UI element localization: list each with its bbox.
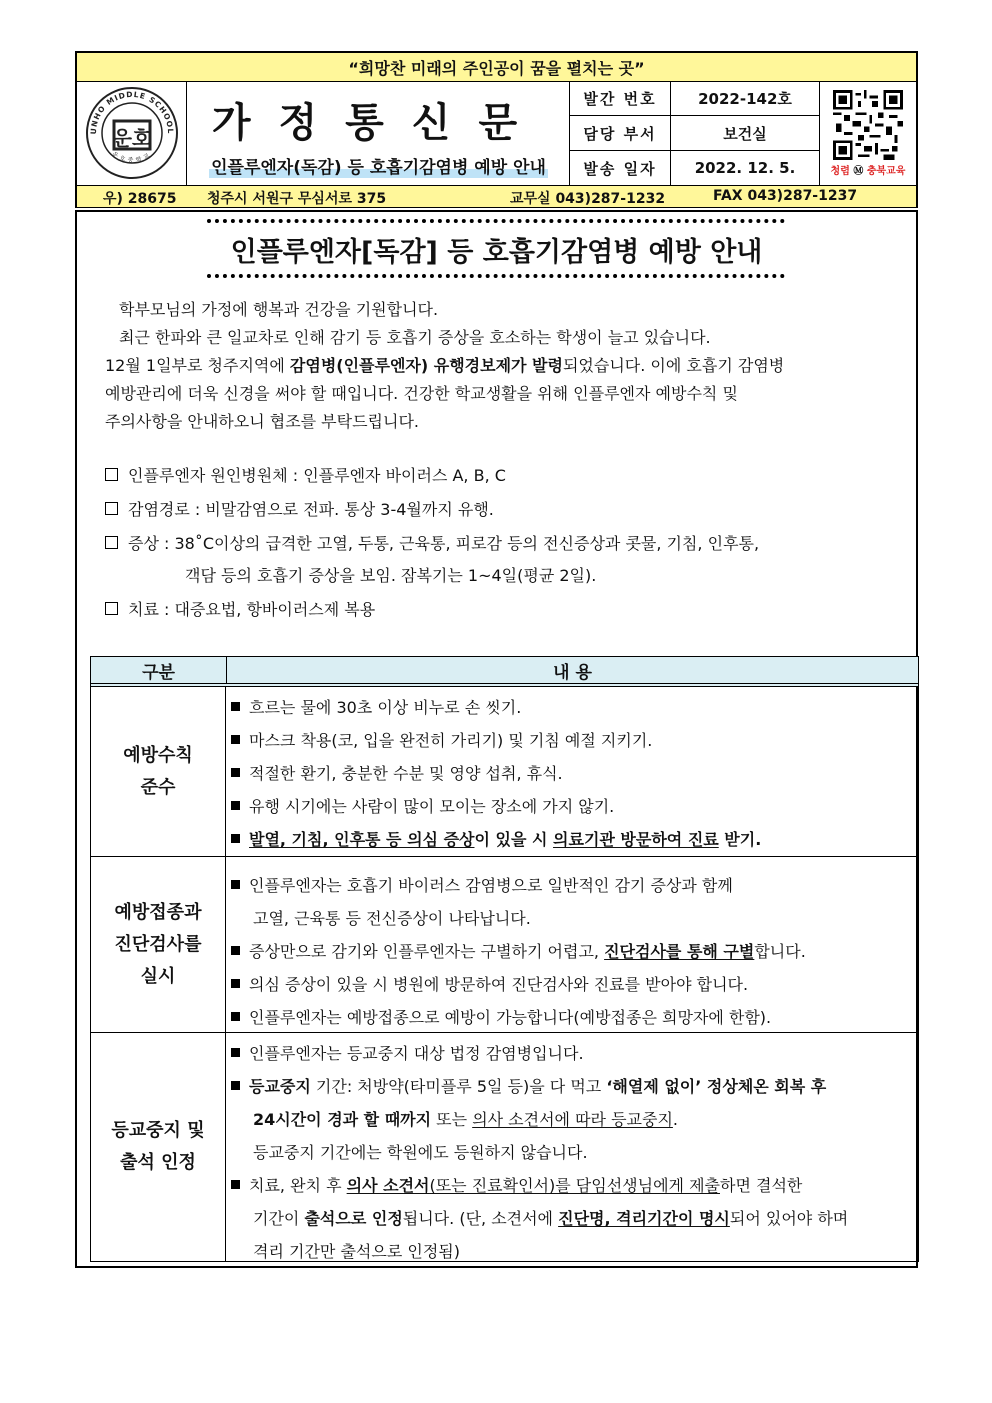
logo-text-top: UNHO MIDDLE SCHOOL <box>88 89 175 135</box>
list-item <box>231 935 916 968</box>
list-item-text: 합니다. <box>754 942 806 961</box>
info-key: 발송 일자 <box>570 151 671 185</box>
bullet-icon <box>231 768 240 777</box>
department-row <box>570 115 819 150</box>
intro-line: 주의사항을 안내하오니 협조를 부탁드립니다. <box>105 412 420 431</box>
checkbox-square-icon <box>105 502 118 515</box>
list-item-text: 의심 증상이 있을 시 병원에 방문하여 진단검사와 진료를 받아야 합니다. <box>249 975 749 994</box>
column-header-content: 내 용 <box>553 662 592 683</box>
list-item-cont: 등교중지 기간에는 학원에도 등원하지 않습니다. <box>253 1143 588 1162</box>
fact-text: 감염경로 : 비말감염으로 전파. 통상 3-4월까지 유행. <box>128 500 494 519</box>
bullet-icon <box>231 834 240 843</box>
guidance-table <box>90 656 919 1262</box>
list-item <box>231 1169 916 1202</box>
list-item-text: 받기. <box>718 830 762 849</box>
document-title: 인플루엔자[독감] 등 호흡기감염병 예방 안내 <box>230 237 763 268</box>
bullet-icon <box>231 1012 240 1021</box>
fact-symptoms <box>105 530 759 557</box>
table-row-attendance <box>91 1033 918 1261</box>
info-key: 발간 번호 <box>570 81 671 115</box>
row-content <box>231 691 916 856</box>
emphasis-text: 진단검사를 통해 구별 <box>604 942 755 961</box>
list-item-text: 인플루엔자는 예방접종으로 예방이 가능합니다(예방접종은 희망자에 한함). <box>249 1008 772 1027</box>
emphasis-text: 등교중지 <box>249 1077 311 1096</box>
list-item-text: . <box>672 1110 679 1129</box>
bullet-icon <box>231 735 240 744</box>
qr-caption <box>831 162 906 177</box>
qr-code-cell[interactable] <box>820 81 916 185</box>
info-value: 2022. 12. 5. <box>694 159 796 177</box>
info-key: 담당 부서 <box>570 116 671 150</box>
intro-line <box>105 352 895 379</box>
title-cell <box>187 81 570 185</box>
fact-text: 증상 : 38˚C이상의 급격한 고열, 두통, 근육통, 피로감 등의 전신증상과 콧물, 기침, 인후통, <box>128 534 760 553</box>
slogan-bar <box>77 53 916 82</box>
list-item-text: 증상만으로 감기와 인플루엔자는 구별하기 어렵고, <box>249 942 605 961</box>
table-row-prevention <box>91 687 918 857</box>
header-main-row <box>77 81 916 185</box>
qr-caption-right: 충북교육 <box>866 165 906 177</box>
list-item <box>231 968 916 1001</box>
fact-text: 치료 : 대증요법, 항바이러스제 복용 <box>128 600 376 619</box>
list-item-text: 마스크 착용(코, 입을 완전히 가리기) 및 기침 예절 지키기. <box>249 731 653 750</box>
list-item-text: 인플루엔자는 등교중지 대상 법정 감염병입니다. <box>249 1044 584 1063</box>
checkbox-square-icon <box>105 468 118 481</box>
newsletter-title: 가정통신문 <box>211 99 546 146</box>
column-header-category: 구분 <box>91 657 227 683</box>
list-item-text: 됩니다. (단, 소견서에 <box>402 1209 559 1228</box>
info-value: 보건실 <box>723 124 767 143</box>
list-item-text: 또는 <box>431 1110 473 1129</box>
intro-line: 학부모님의 가정에 행복과 건강을 기원합니다. <box>119 300 439 319</box>
subtitle-text: 인플루엔자(독감) 등 호흡기감염병 예방 안내 <box>211 158 546 178</box>
emphasis-text: 출석으로 인정 <box>304 1209 403 1228</box>
bullet-icon <box>231 1081 240 1090</box>
intro-line: 최근 한파와 큰 일교차로 인해 감기 등 호흡기 증상을 호소하는 학생이 늘고 있습니다. <box>119 328 711 347</box>
list-item-cont <box>231 1202 916 1235</box>
address-bar <box>77 185 916 207</box>
list-item-text: 유행 시기에는 사람이 많이 모이는 장소에 가지 않기. <box>249 797 615 816</box>
list-item <box>231 1070 916 1103</box>
logo-text-center: 운호 <box>112 126 151 150</box>
fact-treatment <box>105 596 375 623</box>
list-item-text: 기간이 <box>253 1209 305 1228</box>
list-item <box>231 1001 916 1034</box>
intro-text: 되었습니다. 이에 호흡기 감염병 <box>562 356 785 375</box>
emphasis-text: 진단명, 격리기간이 명시 <box>558 1209 730 1228</box>
list-item <box>231 757 916 790</box>
title-divider-bottom <box>207 274 785 278</box>
bullet-icon <box>231 979 240 988</box>
emphasis-text: 의사 소견서 <box>346 1176 430 1195</box>
fact-transmission <box>105 496 494 523</box>
list-item <box>231 869 916 902</box>
send-date-row <box>570 150 819 185</box>
fact-text: 인플루엔자 원인병원체 : 인플루엔자 바이러스 A, B, C <box>128 466 506 485</box>
list-item-text: 하면 결석한 <box>719 1176 803 1195</box>
fact-pathogen <box>105 462 506 489</box>
fax-number: FAX 043)287-1237 <box>713 188 858 204</box>
list-item <box>231 823 916 856</box>
checkbox-square-icon <box>105 536 118 549</box>
svg-text:운호중학교 <box>110 151 153 165</box>
info-value: 2022-142호 <box>698 89 792 108</box>
list-item-text: 인플루엔자는 호흡기 바이러스 감염병으로 일반적인 감기 증상과 함께 <box>249 876 733 895</box>
list-item <box>231 724 916 757</box>
bullet-icon <box>231 880 240 889</box>
list-item-cont <box>231 1103 916 1136</box>
bullet-icon <box>231 1048 240 1057</box>
list-item-text: 이 있을 시 <box>474 830 554 849</box>
issue-number-row <box>570 81 819 115</box>
list-item-text: 적절한 환기, 충분한 수분 및 영양 섭취, 휴식. <box>249 764 563 783</box>
list-item-cont: 고열, 근육통 등 전신증상이 나타납니다. <box>253 909 531 928</box>
bullet-icon <box>231 1180 240 1189</box>
row-label: 등교중지 및 출석 인정 <box>91 1033 226 1261</box>
seal-icon: Ⓜ <box>853 165 864 177</box>
school-emblem-icon <box>84 85 180 181</box>
qr-caption-left: 청렴 <box>830 165 850 177</box>
bullet-icon <box>231 801 240 810</box>
bullet-icon <box>231 702 240 711</box>
checkbox-square-icon <box>105 602 118 615</box>
row-content <box>231 1037 916 1268</box>
emphasis-text: ‘해열제 없이’ 정상체온 회복 후 <box>606 1077 827 1096</box>
table-header-row <box>91 657 918 687</box>
row-label: 예방접종과 진단검사를 실시 <box>91 857 226 1032</box>
street-address: 청주시 서원구 무심서로 375 <box>207 191 387 207</box>
list-item-text: 치료, 완치 후 <box>249 1176 347 1195</box>
slogan-text: “희망찬 미래의 주인공이 꿈을 펼치는 곳” <box>348 58 645 78</box>
alert-highlight: 감염병(인플루엔자) 유행경보제가 발령 <box>289 356 563 375</box>
newsletter-body <box>75 210 918 1268</box>
table-row-vaccination <box>91 857 918 1033</box>
emphasis-text: 24시간이 경과 할 때까지 <box>253 1110 432 1129</box>
row-content <box>231 869 916 1034</box>
emphasis-text: 의료기관 방문하여 진료 <box>553 830 719 849</box>
intro-line: 예방관리에 더욱 신경을 써야 할 때입니다. 건강한 학교생활을 위해 인플루엔자 예방수칙 및 <box>105 384 738 403</box>
fact-symptoms-cont: 객담 등의 호흡기 증상을 보임. 잠복기는 1~4일(평균 2일). <box>185 566 597 585</box>
logo-text-bottom: 운호중학교 <box>110 150 153 165</box>
list-item <box>231 691 916 724</box>
list-item <box>231 1037 916 1070</box>
office-phone: 교무실 043)287-1232 <box>510 191 666 207</box>
emphasis-text: (또는 진료확인서)를 담임선생님에게 제출 <box>429 1176 720 1195</box>
list-item-text: 기간: 처방약(타미플루 5일 등)을 다 먹고 <box>310 1077 607 1096</box>
list-item-cont: 격리 기간만 출석으로 인정됨) <box>253 1242 460 1261</box>
row-label: 예방수칙 준수 <box>91 687 226 856</box>
list-item <box>231 790 916 823</box>
list-item-text: 흐르는 물에 30초 이상 비누로 손 씻기. <box>249 698 522 717</box>
emphasis-text: 의사 소견서에 따라 등교중지 <box>472 1110 673 1129</box>
zip-code: 우) 28675 <box>103 191 177 207</box>
intro-text: 12월 1일부로 청주지역에 <box>105 356 290 375</box>
school-logo <box>77 81 187 185</box>
title-divider-top <box>207 219 785 223</box>
qr-code-icon[interactable] <box>830 90 906 160</box>
emphasis-text: 발열, 기침, 인후통 등 의심 증상 <box>249 830 475 849</box>
bullet-icon <box>231 946 240 955</box>
issue-info-table <box>570 81 820 185</box>
list-item-text: 되어 있어야 하며 <box>729 1209 849 1228</box>
newsletter-header <box>75 51 918 208</box>
newsletter-subtitle <box>187 153 570 178</box>
